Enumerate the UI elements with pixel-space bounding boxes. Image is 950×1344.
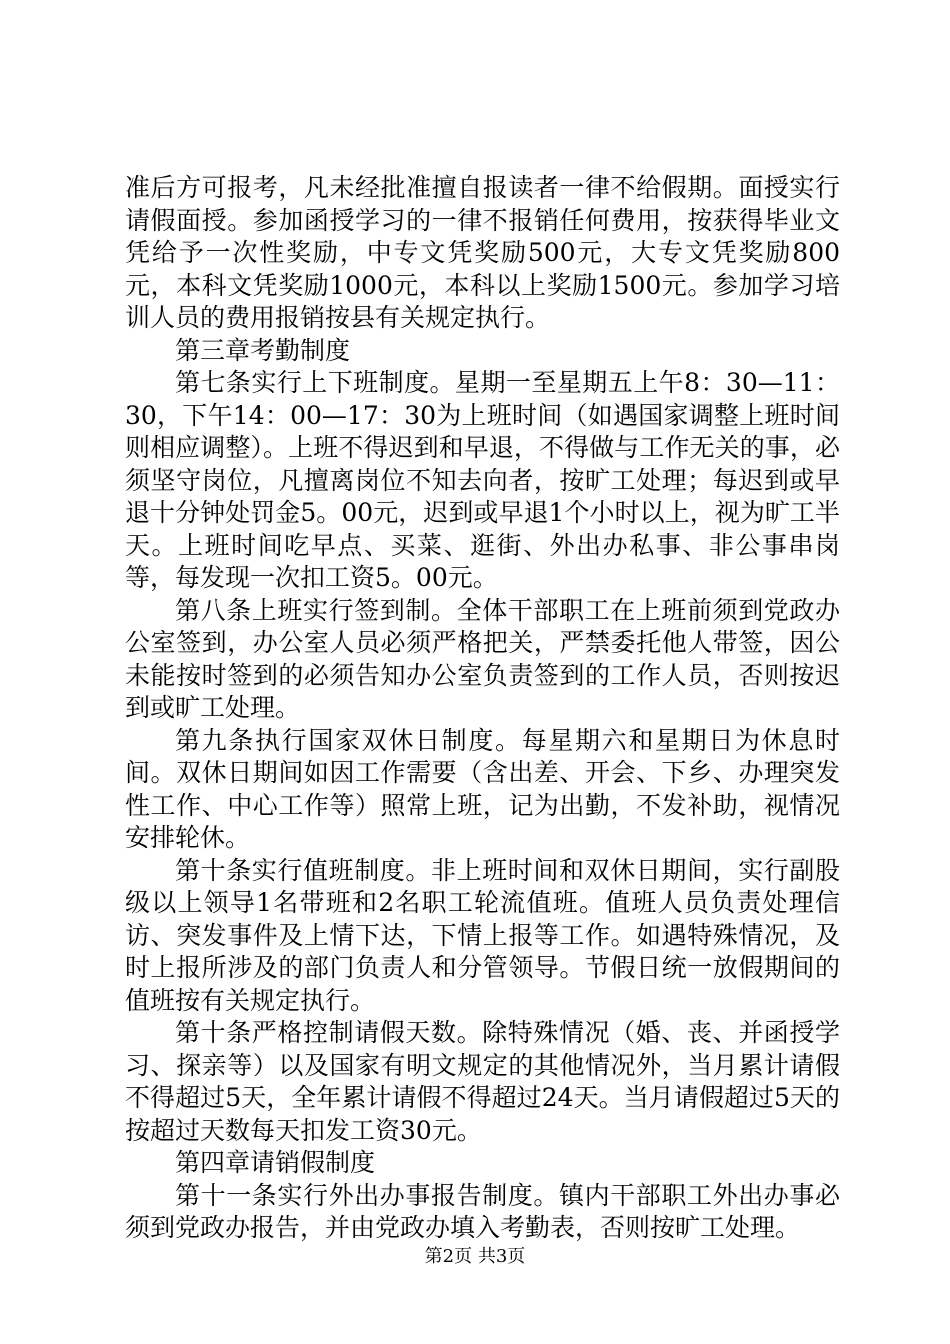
article-10-leave-limit: 第十条严格控制请假天数。除特殊情况（婚、丧、并函授学习、探亲等）以及国家有明文规定的其他情况外，当月累计请假不得超过5天，全年累计请假不得超过24天。当月请假超过5天的按超过天数每天扣发工资30元。 <box>125 1018 840 1145</box>
article-9-weekend: 第九条执行国家双休日制度。每星期六和星期日为休息时间。双休日期间如因工作需要（含出差、开会、下乡、办理突发性工作、中心工作等）照常上班，记为出勤，不发补助，视情况安排轮休。 <box>125 725 840 852</box>
article-8-sign-in: 第八条上班实行签到制。全体干部职工在上班前须到党政办公室签到，办公室人员必须严格把关，严禁委托他人带签，因公未能按时签到的必须告知办公室负责签到的工作人员，否则按迟到或旷工处理。 <box>125 595 840 722</box>
article-7-working-hours: 第七条实行上下班制度。星期一至星期五上午8：30—11：30，下午14：00—17：30为上班时间（如遇国家调整上班时间则相应调整）。上班不得迟到和早退，不得做与工作无关的事，必须坚守岗位，凡擅离岗位不知去向者，按旷工处理；每迟到或早退十分钟处罚金5。00元，迟到或早退1个小时以上，视为旷工半天。上班时间吃早点、买菜、逛街、外出办私事、非公事串岗等，每发现一次扣工资5。00元。 <box>125 368 840 592</box>
chapter-heading-attendance: 第三章考勤制度 <box>175 335 351 365</box>
page-number-footer: 第2页 共3页 <box>424 1246 526 1267</box>
document-body <box>125 172 840 1245</box>
article-10-duty: 第十条实行值班制度。非上班时间和双休日期间，实行副股级以上领导1名带班和2名职工轮流值班。值班人员负责处理信访、突发事件及上情下达，下情上报等工作。如遇特殊情况，及时上报所涉及的部门负责人和分管领导。节假日统一放假期间的值班按有关规定执行。 <box>125 855 840 1015</box>
paragraph-continuation: 准后方可报考，凡未经批准擅自报读者一律不给假期。面授实行请假面授。参加函授学习的一律不报销任何费用，按获得毕业文凭给予一次性奖励，中专文凭奖励500元，大专文凭奖励800元，本科文凭奖励1000元，本科以上奖励1500元。参加学习培训人员的费用报销按县有关规定执行。 <box>125 173 840 332</box>
chapter-heading-leave: 第四章请销假制度 <box>175 1148 376 1177</box>
article-11-outing-report: 第十一条实行外出办事报告制度。镇内干部职工外出办事必须到党政办报告，并由党政办填入考勤表，否则按旷工处理。 <box>125 1180 840 1242</box>
